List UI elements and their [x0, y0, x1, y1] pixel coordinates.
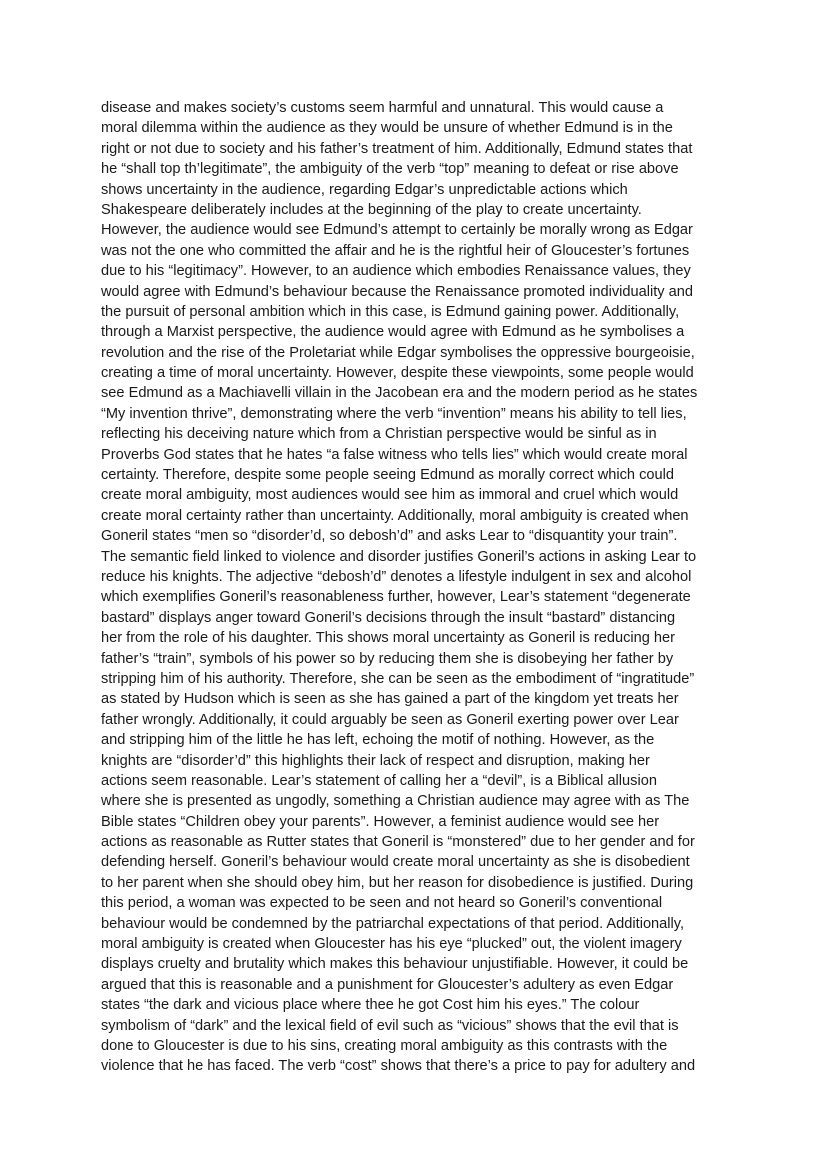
essay-paragraph [101, 98, 741, 1077]
text-line: which exemplifies Goneril’s reasonableness further, however, Lear’s statement “degenerate [101, 589, 691, 606]
text-line: actions as reasonable as Rutter states that Goneril is “monstered” due to her gender and for [101, 834, 695, 851]
text-line: and stripping him of the little he has left, echoing the motif of nothing. However, as the [101, 732, 655, 749]
text-line: this period, a woman was expected to be seen and not heard so Goneril’s conventional [101, 895, 663, 912]
text-line: behaviour would be condemned by the patriarchal expectations of that period. Additionally, [101, 915, 685, 932]
text-line: disease and makes society’s customs seem harmful and unnatural. This would cause a [101, 100, 664, 116]
text-line: defending herself. Goneril’s behaviour would create moral uncertainty as she is disobedient [101, 854, 690, 871]
text-line: create moral ambiguity, most audiences would see him as immoral and cruel which would [101, 487, 679, 504]
text-line: her from the role of his daughter. This shows moral uncertainty as Goneril is reducing her [101, 630, 676, 647]
text-line: due to his “legitimacy”. However, to an audience which embodies Renaissance values, they [101, 263, 691, 280]
text-line: knights are “disorder’d” this highlights their lack of respect and disruption, making her [101, 752, 650, 769]
text-line: argued that this is reasonable and a punishment for Gloucester’s adultery as even Edgar [101, 976, 674, 993]
text-line: see Edmund as a Machiavelli villain in the Jacobean era and the modern period as he states [101, 385, 698, 402]
text-line: Goneril states “men so “disorder’d, so debosh’d” and asks Lear to “disquantity your train”. [101, 528, 678, 545]
text-line: done to Gloucester is due to his sins, creating moral ambiguity as this contrasts with the [101, 1037, 668, 1054]
text-line: as stated by Hudson which is seen as she has gained a part of the kingdom yet treats her [101, 691, 679, 708]
text-line: However, the audience would see Edmund’s attempt to certainly be morally wrong as Edgar [101, 222, 693, 239]
text-line: he “shall top th’legitimate”, the ambiguity of the verb “top” meaning to defeat or rise above [101, 161, 679, 178]
text-line: create moral certainty rather than uncertainty. Additionally, moral ambiguity is created when [101, 507, 689, 524]
text-line: to her parent when she should obey him, but her reason for disobedience is justified. During [101, 874, 694, 891]
text-line: displays cruelty and brutality which makes this behaviour unjustifiable. However, it could be [101, 956, 689, 973]
text-line: the pursuit of personal ambition which in this case, is Edmund gaining power. Additionally, [101, 303, 680, 320]
text-line: violence that he has faced. The verb “cost” shows that there’s a price to pay for adultery and [101, 1058, 696, 1075]
text-line: actions seem reasonable. Lear’s statement of calling her a “devil”, is a Biblical allusion [101, 772, 657, 789]
text-line: stripping him of his authority. Therefore, she can be seen as the embodiment of “ingratitude” [101, 670, 695, 687]
text-line: was not the one who committed the affair and he is the rightful heir of Gloucester’s fortunes [101, 242, 690, 259]
text-line: moral ambiguity is created when Gloucester has his eye “plucked” out, the violent imagery [101, 936, 682, 953]
text-line: right or not due to society and his father’s treatment of him. Additionally, Edmund states that [101, 140, 693, 157]
text-line: through a Marxist perspective, the audience would agree with Edmund as he symbolises a [101, 324, 685, 341]
text-line: symbolism of “dark” and the lexical field of evil such as “vicious” shows that the evil that is [101, 1017, 679, 1034]
text-line: Proverbs God states that he hates “a false witness who tells lies” which would create moral [101, 446, 688, 463]
text-line: Shakespeare deliberately includes at the beginning of the play to create uncertainty. [101, 201, 642, 218]
text-line: where she is presented as ungodly, something a Christian audience may agree with as The [101, 793, 690, 810]
text-line: “My invention thrive”, demonstrating where the verb “invention” means his ability to tell lies, [101, 405, 687, 422]
text-line: moral dilemma within the audience as they would be unsure of whether Edmund is in the [101, 120, 673, 137]
text-line: The semantic field linked to violence and disorder justifies Goneril’s actions in asking Lear to [101, 548, 697, 565]
text-line: reduce his knights. The adjective “debosh’d” denotes a lifestyle indulgent in sex and alcohol [101, 568, 692, 585]
text-line: certainty. Therefore, despite some people seeing Edmund as morally correct which could [101, 467, 674, 484]
text-line: states “the dark and vicious place where thee he got Cost him his eyes.” The colour [101, 997, 640, 1014]
text-line: would agree with Edmund’s behaviour because the Renaissance promoted individuality and [101, 283, 693, 300]
text-line: Bible states “Children obey your parents”. However, a feminist audience would see her [101, 813, 660, 830]
text-line: revolution and the rise of the Proletariat while Edgar symbolises the oppressive bourgeoisie, [101, 344, 695, 361]
text-line: shows uncertainty in the audience, regarding Edgar’s unpredictable actions which [101, 181, 628, 198]
text-line: creating a time of moral uncertainty. However, despite these viewpoints, some people would [101, 365, 694, 382]
text-line: father wrongly. Additionally, it could arguably be seen as Goneril exerting power over Lear [101, 711, 679, 728]
text-line: bastard” displays anger toward Goneril’s decisions through the insult “bastard” distancing [101, 609, 676, 626]
text-line: father’s “train”, symbols of his power so by reducing them she is disobeying her father by [101, 650, 674, 667]
text-line: reflecting his deceiving nature which from a Christian perspective would be sinful as in [101, 426, 657, 443]
